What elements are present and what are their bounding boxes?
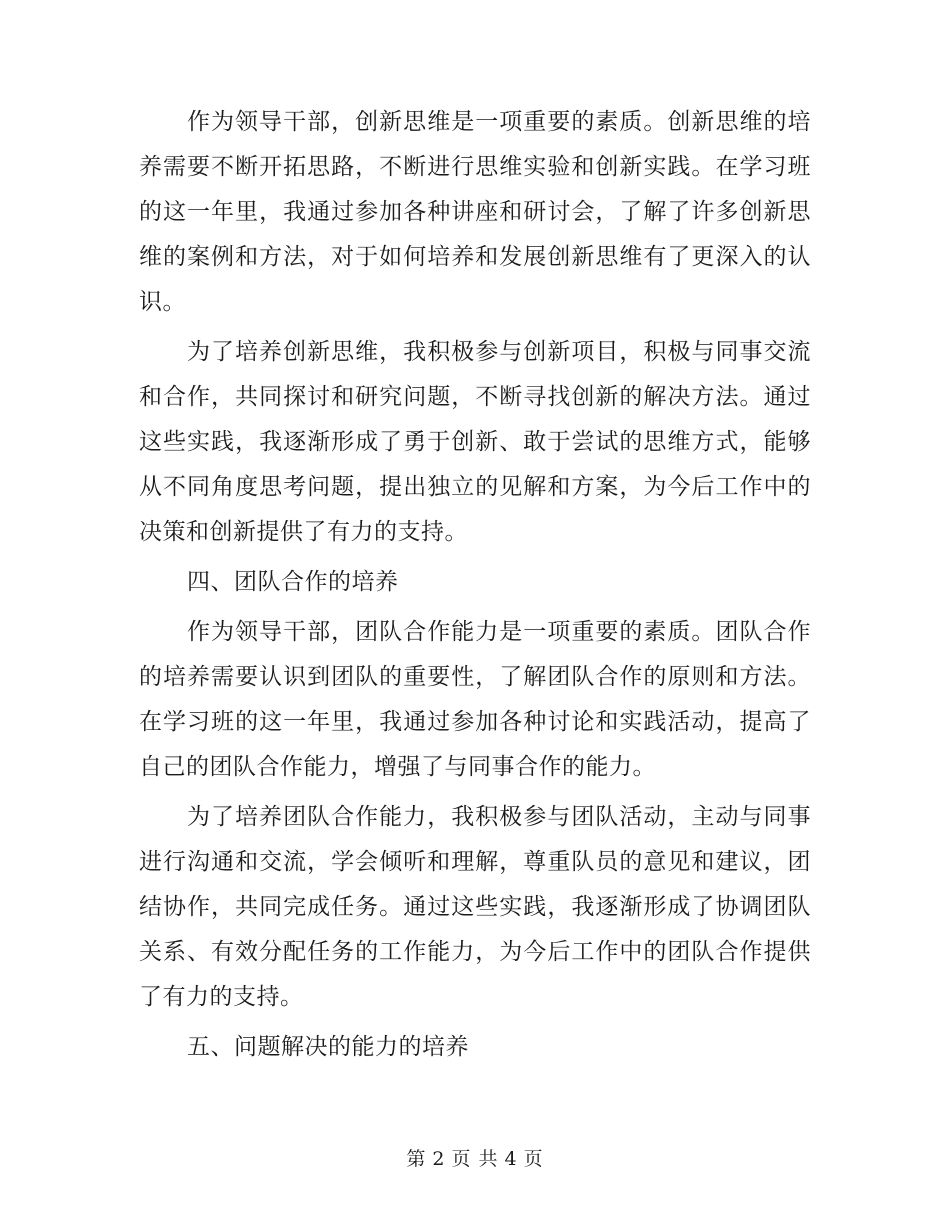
page-footer bbox=[0, 1144, 950, 1171]
footer-page-number: 2 bbox=[432, 1148, 446, 1170]
footer-middle: 页 共 bbox=[451, 1148, 499, 1170]
footer-prefix: 第 bbox=[406, 1148, 427, 1170]
footer-total-pages: 4 bbox=[504, 1148, 518, 1170]
section-heading-teamwork: 四、团队合作的培养 bbox=[187, 569, 399, 595]
footer-suffix: 页 bbox=[523, 1148, 544, 1170]
paragraph-innovation-practice: 为了培养创新思维，我积极参与创新项目，积极与同事交流和合作，共同探讨和研究问题，不断寻找创新的解决方法。通过这些实践，我逐渐形成了勇于创新、敢于尝试的思维方式，能够从不同角度思考问题，提出独立的见解和方案，为今后工作中的决策和创新提供了有力的支持。 bbox=[139, 339, 811, 545]
document-body bbox=[139, 100, 811, 1075]
paragraph-teamwork-practice: 为了培养团队合作能力，我积极参与团队活动，主动与同事进行沟通和交流，学会倾听和理解，尊重队员的意见和建议，团结协作，共同完成任务。通过这些实践，我逐渐形成了协调团队关系、有效分配任务的工作能力，为今后工作中的团队合作提供了有力的支持。 bbox=[139, 804, 811, 1010]
paragraph-innovation-intro: 作为领导干部，创新思维是一项重要的素质。创新思维的培养需要不断开拓思路，不断进行思维实验和创新实践。在学习班的这一年里，我通过参加各种讲座和研讨会，了解了许多创新思维的案例和方法，对于如何培养和发展创新思维有了更深入的认识。 bbox=[139, 109, 811, 315]
paragraph-teamwork-intro: 作为领导干部，团队合作能力是一项重要的素质。团队合作的培养需要认识到团队的重要性，了解团队合作的原则和方法。在学习班的这一年里，我通过参加各种讨论和实践活动，提高了自己的团队合作能力，增强了与同事合作的能力。 bbox=[139, 619, 811, 780]
section-heading-problem-solving: 五、问题解决的能力的培养 bbox=[187, 1034, 469, 1060]
